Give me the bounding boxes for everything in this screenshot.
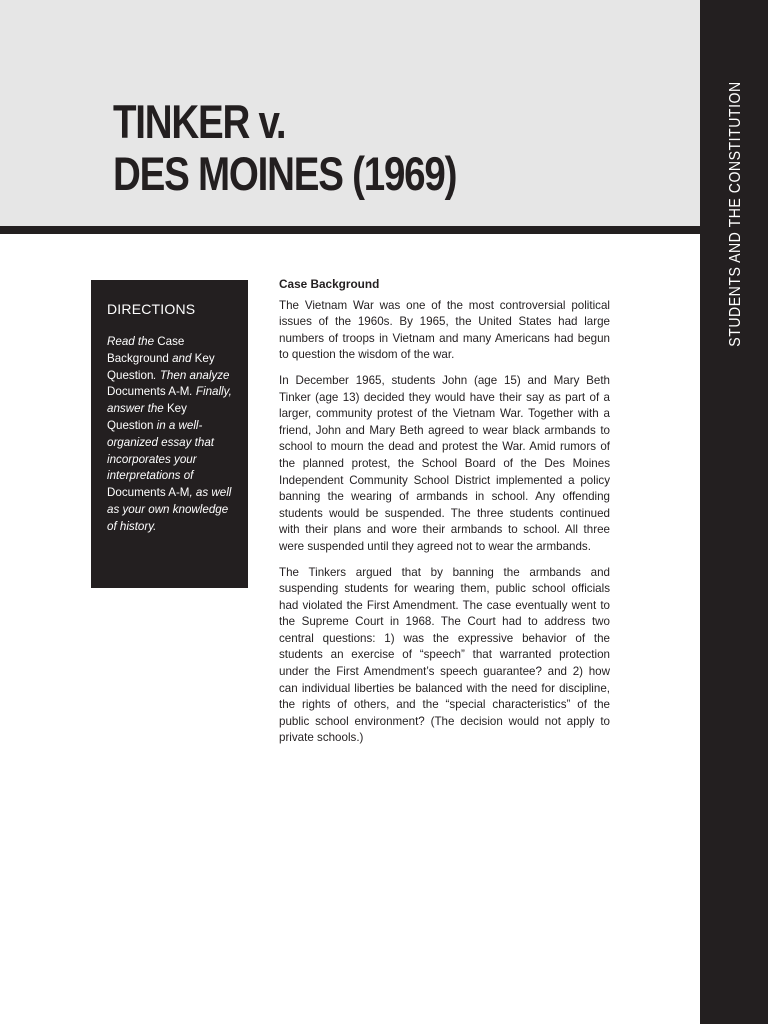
directions-part: Key Question (107, 351, 215, 382)
side-tab-label (727, 63, 745, 365)
directions-part: Documents A-M (107, 486, 190, 500)
title-line-1 (113, 96, 456, 148)
case-background-paragraph-1: The Vietnam War was one of the most controversial political issues of the 1960s. By 1965, the United States had large numbers of troops in Vietnam and many Americans had begun to question the wisdom of the war. (279, 298, 610, 362)
case-background-section (279, 276, 610, 756)
directions-part: . Then analyze (153, 368, 230, 382)
directions-box (91, 280, 248, 588)
directions-part: Documents A-M (107, 385, 190, 399)
directions-part: Key Question (107, 402, 187, 432)
title-line-2: DES MOINES (1969) (113, 147, 457, 200)
directions-part: and (168, 351, 195, 365)
header-rule (0, 226, 700, 234)
directions-part: . Finally, answer the (107, 385, 232, 416)
directions-text (107, 334, 232, 536)
side-tab-label-text: STUDENTS AND THE CONSTITUTION (727, 81, 744, 347)
directions-part: , as well as your own knowledge of history. (107, 486, 232, 533)
directions-heading: DIRECTIONS (107, 301, 196, 317)
case-background-heading: Case Background (279, 277, 380, 291)
title-main: TINKER (113, 95, 250, 148)
directions-part: Read the (107, 335, 158, 348)
case-background-paragraph-3: The Tinkers argued that by banning the armbands and suspending students for wearing them, public school officials had violated the First Amendment. The case eventually went to the Supreme Court in 1968. The Court had to address two central questions: 1) was the expressive behavior of the students an exercise of “speech” that warranted protection under the First Amendment’s speech guarantee? and 2) how can individual liberties be balanced with the need for discipline, the rights of others, and the “special characteristics” of the public school environment? (The decision would not apply to private schools.) (279, 565, 610, 745)
page-title (113, 96, 456, 200)
case-background-paragraph-2: In December 1965, students John (age 15) and Mary Beth Tinker (age 13) decided they would have their say as part of a larger, community protest of the Vietnam War. Together with a friend, John and Mary Beth agreed to wear black armbands to school to mourn the dead and protest the War. Amid rumors of the planned protest, the School Board of the Des Moines Independent Community School District implemented a policy banning the wearing of armbands in school. Any offending students would be suspended. The three students continued with their plans and wore their armbands to school. All three were suspended until they agreed not to wear the armbands. (279, 373, 610, 553)
title-suffix: v. (249, 95, 286, 148)
directions-part: in a well-organized essay that incorporates your interpretations of (107, 418, 214, 483)
directions-part: Case Background (107, 335, 185, 365)
